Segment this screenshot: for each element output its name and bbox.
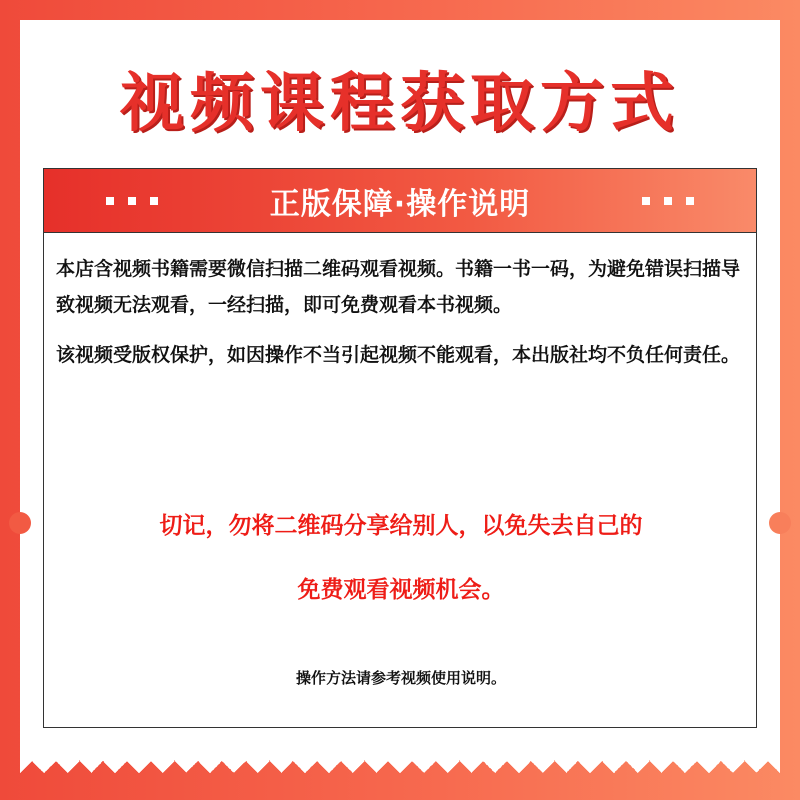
square-dot-icon: [128, 197, 136, 205]
zigzag-edge: [20, 760, 780, 800]
instruction-content: [56, 251, 746, 387]
warning-line-2: 免费观看视频机会。: [297, 577, 505, 603]
square-dot-icon: [642, 197, 650, 205]
warning-line-1: 切记，勿将二维码分享给别人，以免失去自己的: [159, 513, 643, 539]
copyright-paragraph: 该视频受版权保护，如因操作不当引起视频不能观看，本出版社均不负任何责任。: [56, 344, 741, 366]
square-dot-icon: [664, 197, 672, 205]
banner-title: 正版保障·操作说明: [269, 186, 531, 222]
square-dot-icon: [686, 197, 694, 205]
page-title: 视频课程获取方式: [120, 66, 680, 141]
left-notch: [9, 512, 31, 534]
scan-instructions-paragraph: 本店含视频书籍需要微信扫描二维码观看视频。书籍一书一码，为避免错误扫描导致视频无法观看，一经扫描，即可免费观看本书视频。: [56, 258, 741, 316]
right-notch: [769, 512, 791, 534]
square-dot-icon: [106, 197, 114, 205]
square-dot-icon: [150, 197, 158, 205]
section-banner: [44, 169, 756, 233]
footnote: 操作方法请参考视频使用说明。: [295, 669, 506, 687]
instruction-box: [43, 168, 757, 728]
banner-dots-right: [580, 197, 756, 205]
banner-dots-left: [44, 197, 220, 205]
